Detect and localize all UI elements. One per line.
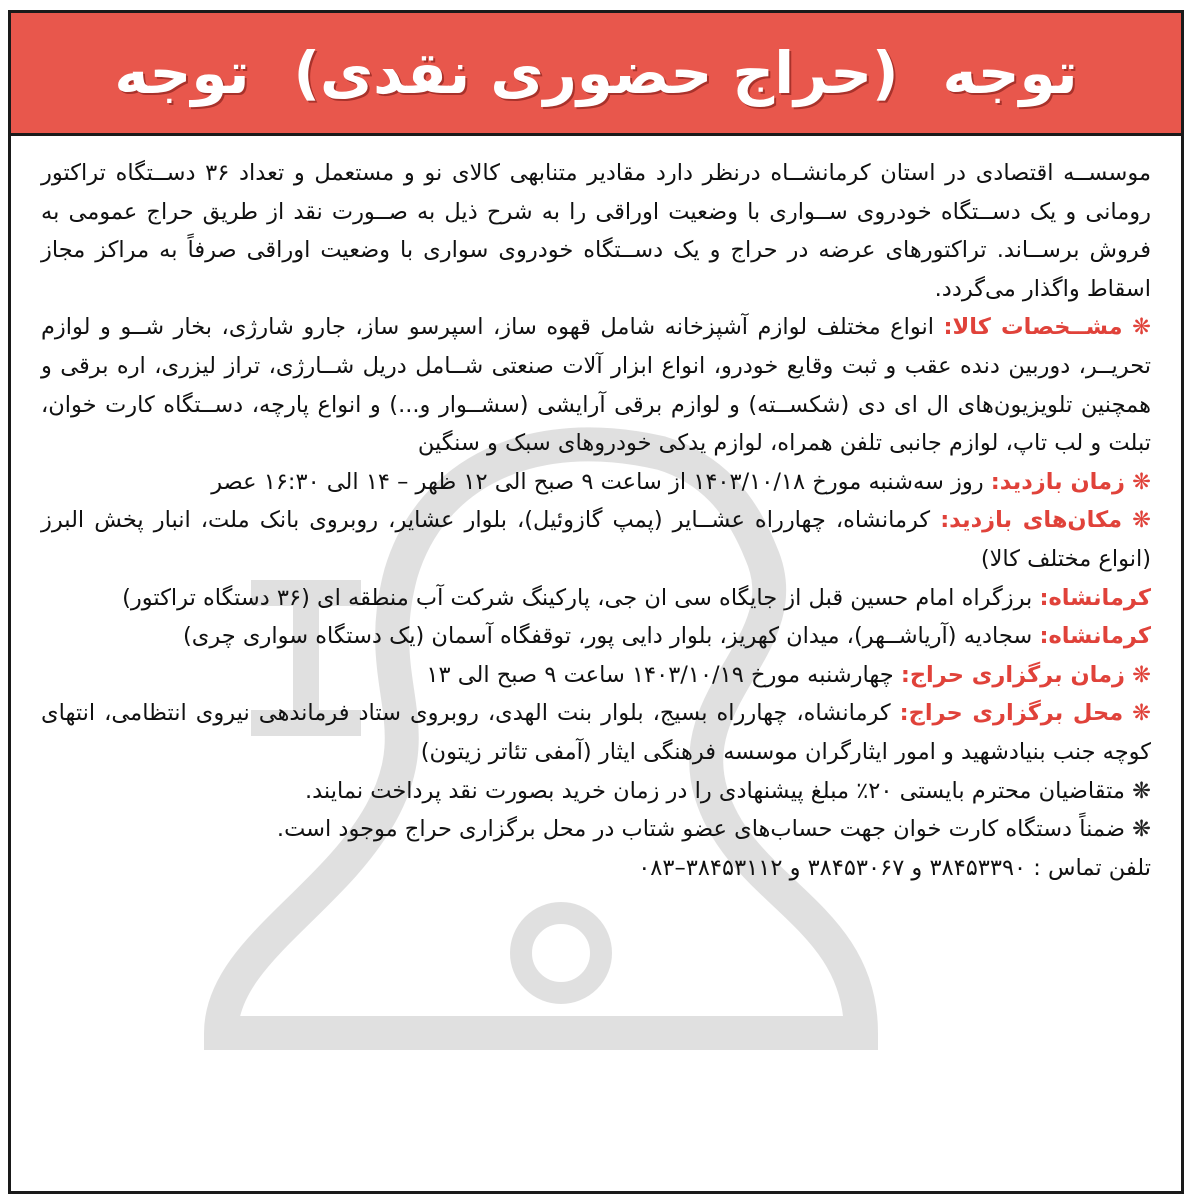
- header-title: (حراج حضوری نقدی): [293, 39, 899, 107]
- section-text: انواع مختلف لوازم آشپزخانه شامل قهوه ساز، اسپرسو ساز، جارو شارژی، بخار شــو و لوازم تحریــر، دوربین دنده عقب و ثبت وقایع خودرو، انواع ابزار آلات صنعتی شــامل دریل شــارژی، تراز لیزری، اره برقی و همچنین تلویزیون‌های ال ای دی (شکســته) و لوازم برقی آرایشی (سشــوار و...) و انواع پارچه، دســتگاه کارت خوان، تبلت و لب تاپ، لوازم جانبی تلفن همراه، لوازم یدکی خودروهای سبک و سنگین: [41, 314, 1151, 457]
- section-label: زمان برگزاری حراج:: [900, 661, 1125, 688]
- header-word-left: توجه: [114, 39, 250, 107]
- section-item: [41, 501, 1151, 578]
- header-word-right: توجه: [942, 39, 1078, 107]
- section-item: [41, 694, 1151, 771]
- bullet-star-icon: ❋: [1132, 700, 1151, 727]
- note-star-icon: ❋: [1132, 777, 1151, 804]
- bullet-star-icon: ❋: [1132, 661, 1151, 688]
- section-label: محل برگزاری حراج:: [899, 700, 1124, 727]
- note-text: متقاضیان محترم بایستی ۲۰٪ مبلغ پیشنهادی را در زمان خرید بصورت نقد پرداخت نمایند.: [304, 777, 1125, 804]
- section-item: [41, 656, 1151, 695]
- section-label: مشــخصات کالا:: [943, 314, 1123, 341]
- section-label: مکان‌های بازدید:: [940, 507, 1123, 534]
- bullet-star-icon: ❋: [1132, 314, 1151, 341]
- section-text: برزگراه امام حسین قبل از جایگاه سی ان جی، پارکینگ شرکت آب منطقه ای (۳۶ دستگاه تراکتور): [122, 584, 1033, 611]
- note-item: [41, 772, 1151, 811]
- section-text: چهارشنبه مورخ ۱۴۰۳/۱۰/۱۹ ساعت ۹ صبح الی ۱۳: [426, 661, 894, 688]
- bullet-star-icon: ❋: [1132, 507, 1151, 534]
- section-label: کرمانشاه:: [1039, 584, 1151, 611]
- notes-list: [41, 772, 1151, 849]
- intro-paragraph: موسســه اقتصادی در استان کرمانشــاه درنظر دارد مقادیر متنابهی کالای نو و مستعمل و تعداد ۳۶ دســتگاه تراکتور رومانی و یک دســتگاه خودروی ســواری با وضعیت اوراقی را به شرح ذیل به صــورت نقد از طریق حراج عمومی به فروش برســاند. تراکتورهای عرضه در حراج و یک دســتگاه خودروی سواری با وضعیت اوراقی صرفاً به مراکز مجاز اسقاط واگذار می‌گردد.: [41, 160, 1151, 302]
- section-text: سجادیه (آریاشــهر)، میدان کهریز، بلوار دایی پور، توقفگاه آسمان (یک دستگاه سواری چری): [182, 623, 1033, 650]
- section-label: کرمانشاه:: [1039, 623, 1151, 650]
- note-star-icon: ❋: [1132, 816, 1151, 843]
- section-item: [41, 617, 1151, 656]
- section-item: [41, 579, 1151, 618]
- section-label: زمان بازدید:: [990, 468, 1125, 495]
- contact-line: تلفن تماس : ۳۸۴۵۳۳۹۰ و ۳۸۴۵۳۰۶۷ و ۳۸۴۵۳۱۱۲–۰۸۳: [638, 854, 1151, 881]
- note-item: [41, 810, 1151, 849]
- section-item: [41, 308, 1151, 462]
- notice-frame: [8, 10, 1184, 1194]
- bullet-star-icon: ❋: [1132, 468, 1151, 495]
- notice-body: [11, 136, 1181, 887]
- sections-list: [41, 308, 1151, 771]
- notice-header: [11, 13, 1181, 136]
- note-text: ضمناً دستگاه کارت خوان جهت حساب‌های عضو شتاب در محل برگزاری حراج موجود است.: [276, 816, 1125, 843]
- section-text: کرمانشاه، چهارراه بسیج، بلوار بنت الهدی، روبروی ستاد فرماندهی نیروی انتظامی، انتهای کوچه جنب بنیادشهید و امور ایثارگران موسسه فرهنگی ایثار (آمفی تئاتر زیتون): [41, 700, 1151, 765]
- section-item: [41, 463, 1151, 502]
- section-text: روز سه‌شنبه مورخ ۱۴۰۳/۱۰/۱۸ از ساعت ۹ صبح الی ۱۲ ظهر – ۱۴ الی ۱۶:۳۰ عصر: [211, 468, 984, 495]
- section-text: کرمانشاه، چهارراه عشــایر (پمپ گازوئیل)، بلوار عشایر، روبروی بانک ملت، انبار پخش البرز (انواع مختلف کالا): [41, 507, 1151, 572]
